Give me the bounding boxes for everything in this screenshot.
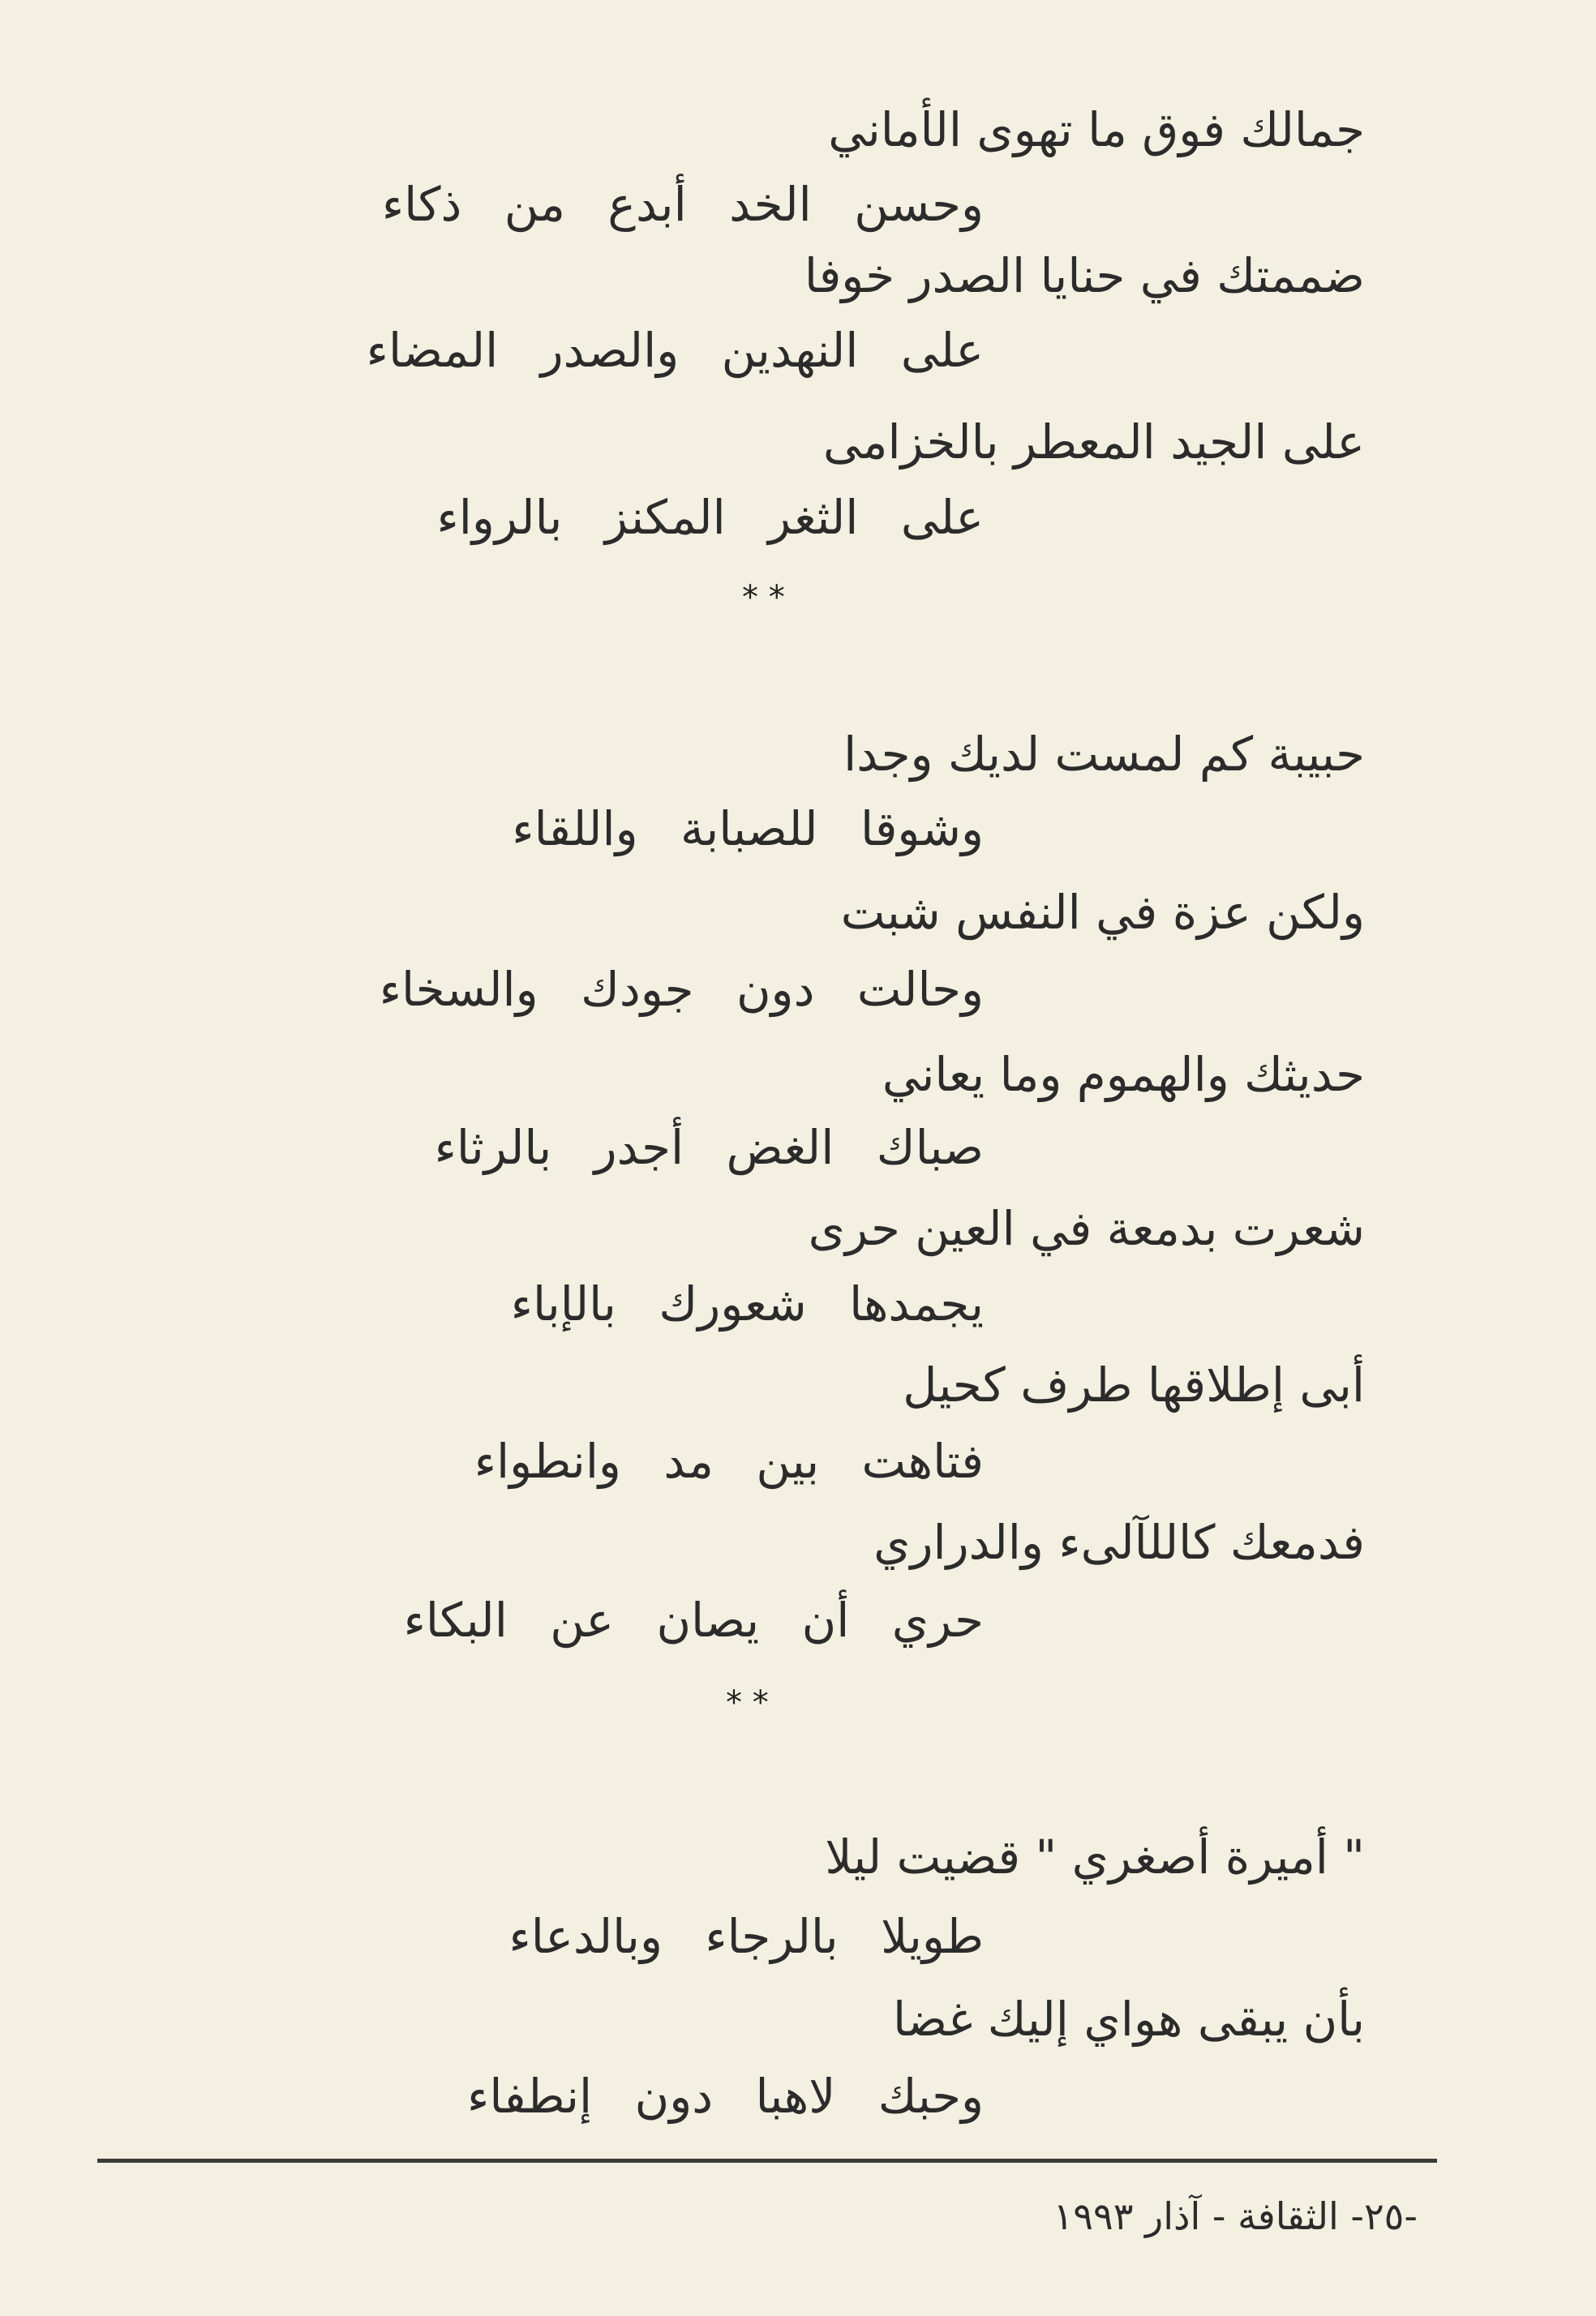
poem-line: وشوقا للصبابة واللقاء <box>512 801 984 856</box>
poem-line: فدمعك كاللآلىء والدراري <box>873 1515 1365 1570</box>
poem-line: على النهدين والصدر المضاء <box>366 323 984 378</box>
poem-line: يجمدها شعورك بالإباء <box>510 1276 984 1332</box>
poem-line: صباك الغض أجدر بالرثاء <box>434 1120 984 1175</box>
poem-line: فتاهت بين مد وانطواء <box>474 1434 984 1489</box>
poem-line: حديثك والهموم وما يعاني <box>882 1047 1365 1102</box>
poem-line: شعرت بدمعة في العين حرى <box>808 1201 1365 1256</box>
poem-line: " أميرة أصغري " قضيت ليلا <box>825 1829 1365 1885</box>
poem-line: طويلا بالرجاء وبالدعاء <box>508 1909 984 1964</box>
poem-line: أبى إطلاقها طرف كحيل <box>903 1357 1365 1413</box>
poem-line: حبيبة كم لمست لديك وجدا <box>843 727 1365 782</box>
poem-line: وحسن الخد أبدع من ذكاء <box>381 177 984 232</box>
poem-line: حري أن يصان عن البكاء <box>403 1593 984 1648</box>
poem-line: جمالك فوق ما تهوى الأماني <box>828 102 1365 157</box>
poem-line: على الثغر المكنز بالرواء <box>436 490 984 545</box>
poem-line: ولكن عزة في النفس شبت <box>840 885 1365 940</box>
poem-line: ضممتك في حنايا الصدر خوفا <box>804 248 1365 303</box>
section-separator: * * <box>742 579 785 616</box>
poem-line: بأن يبقى هواي إليك غضا <box>892 1992 1365 2047</box>
poem-line: وحبك لاهبا دون إنطفاء <box>467 2069 984 2124</box>
poem-line: وحالت دون جودك والسخاء <box>379 962 984 1017</box>
footer-rule <box>97 2159 1437 2163</box>
section-separator: * * <box>726 1684 769 1722</box>
page-footer: -٢٥- الثقافة - آذار ١٩٩٣ <box>1053 2194 1418 2238</box>
poem-line: على الجيد المعطر بالخزامى <box>823 414 1365 470</box>
